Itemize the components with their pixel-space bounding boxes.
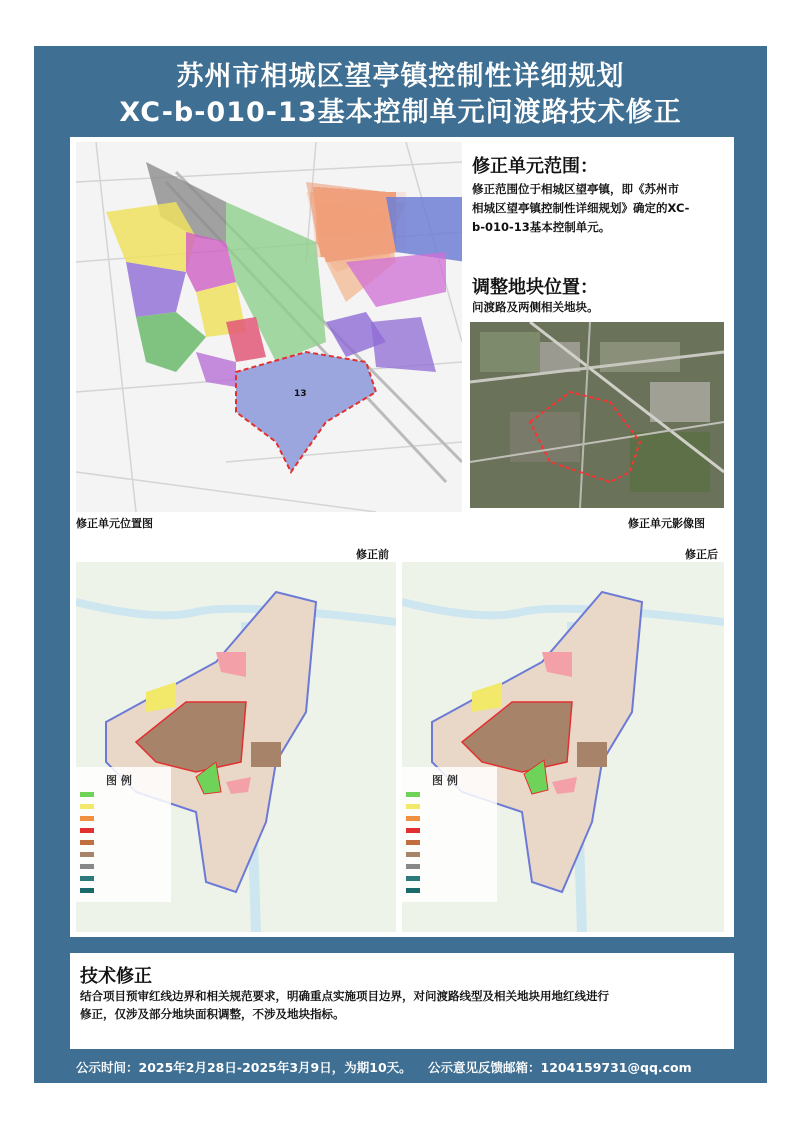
satellite-image (470, 322, 724, 508)
after-map-svg (402, 562, 724, 932)
before-map (76, 562, 396, 932)
after-caption: 修正后 (685, 548, 718, 561)
scope-text-line-3: b-010-13基本控制单元。 (472, 220, 611, 234)
before-map-svg (76, 562, 396, 932)
satellite-svg (470, 322, 724, 508)
page-title-line2: XC-b-010-13基本控制单元问渡路技术修正 (119, 97, 682, 128)
tech-heading: 技术修正 (80, 966, 152, 987)
adjust-text: 问渡路及两侧相关地块。 (472, 300, 599, 314)
after-residential (472, 682, 502, 712)
footer (70, 1053, 740, 1083)
unit-13-boundary (236, 352, 376, 472)
zone-purple-4 (371, 317, 436, 372)
zone-orange-100 (316, 192, 396, 262)
before-industrial-2 (251, 742, 281, 767)
before-caption: 修正前 (356, 548, 389, 561)
after-map (402, 562, 724, 932)
zone-green-2 (136, 312, 206, 372)
location-map-caption: 修正单元位置图 (76, 517, 153, 530)
before-legend-swatches (80, 792, 94, 893)
page-title-line1: 苏州市相城区望亭镇控制性详细规划 (176, 61, 625, 92)
before-legend-title: 图 例 (106, 774, 132, 787)
location-map-svg (76, 142, 462, 512)
before-residential (146, 682, 176, 712)
satellite-caption: 修正单元影像图 (628, 517, 705, 530)
after-industrial-2 (577, 742, 607, 767)
scope-heading: 修正单元范围： (472, 156, 598, 177)
scope-text-line-2: 相城区望亭镇控制性详细规划》确定的XC- (472, 201, 690, 215)
tech-text-line-2: 修正，仅涉及部分地块面积调整，不涉及地块指标。 (80, 1007, 345, 1021)
after-legend-title: 图 例 (432, 774, 458, 787)
scope-text-line-1: 修正范围位于相城区望亭镇，即《苏州市 (472, 182, 679, 196)
footer-email[interactable]: 公示意见反馈邮箱：1204159731@qq.com (428, 1060, 692, 1075)
after-legend-swatches (406, 792, 420, 893)
before-legend-box (76, 767, 171, 902)
adjust-heading: 调整地块位置： (472, 277, 598, 298)
location-map (76, 142, 462, 512)
footer-period: 公示时间：2025年2月28日-2025年3月9日，为期10天。 (76, 1060, 412, 1075)
after-legend-box (402, 767, 497, 902)
tech-text-line-1: 结合项目预审红线边界和相关规范要求，明确重点实施项目边界，对问渡路线型及相关地块用地红线进行 (80, 989, 609, 1003)
unit-13-label: 13 (294, 389, 307, 399)
